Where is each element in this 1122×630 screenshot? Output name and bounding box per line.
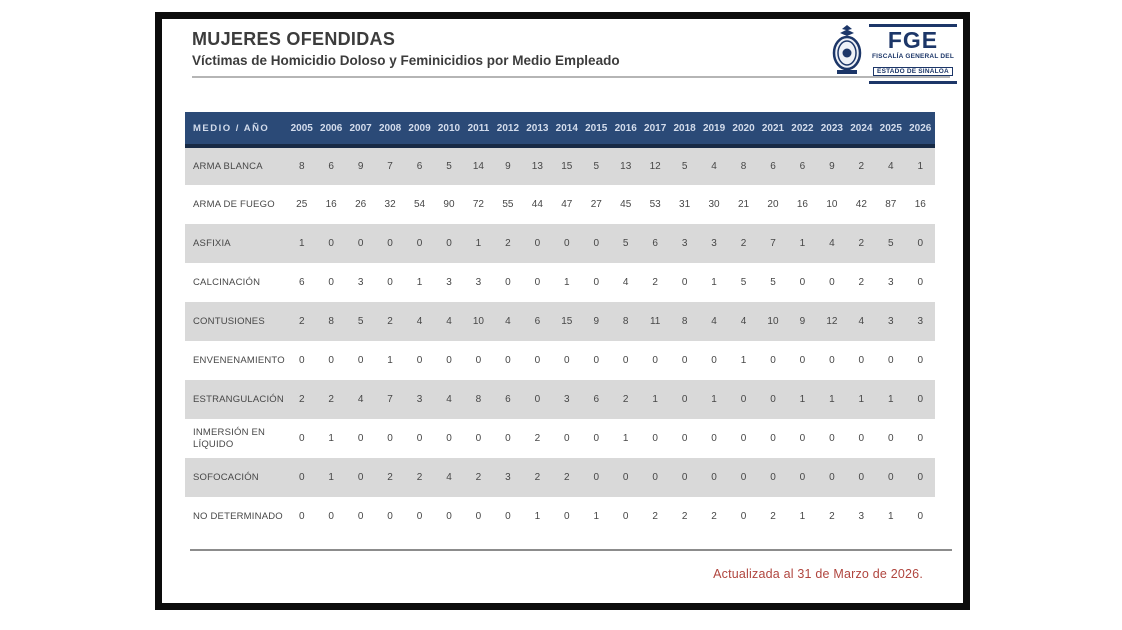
value-cell: 0 (416, 355, 423, 366)
value-cell: 0 (711, 433, 717, 444)
row-label: CONTUSIONES (193, 315, 265, 327)
year-column-header: 2011 (464, 112, 493, 146)
value-cell: 8 (328, 316, 334, 327)
year-column-header: 2007 (346, 112, 375, 146)
value-cell: 2 (534, 472, 541, 483)
table-header-row (185, 112, 935, 146)
value-cell: 2 (770, 511, 776, 522)
value-cell: 5 (622, 238, 629, 249)
table-row (185, 380, 935, 419)
value-cell: 2 (652, 277, 658, 288)
value-cell: 2 (829, 511, 835, 522)
year-column-header: 2005 (287, 112, 316, 146)
value-cell: 12 (649, 161, 661, 172)
value-cell: 1 (888, 394, 894, 405)
value-cell: 16 (325, 199, 337, 210)
value-cell: 0 (328, 238, 334, 249)
table-row (185, 263, 935, 302)
value-cell: 1 (328, 433, 334, 444)
year-column-header: 2015 (582, 112, 611, 146)
value-cell: 25 (296, 199, 308, 210)
year-column-header: 2021 (758, 112, 787, 146)
year-column-header: 2020 (729, 112, 758, 146)
value-cell: 2 (858, 238, 865, 249)
value-cell: 10 (767, 316, 779, 327)
value-cell: 4 (416, 316, 423, 327)
value-cell: 0 (534, 355, 541, 366)
value-cell: 45 (620, 199, 632, 210)
value-cell: 3 (475, 277, 482, 288)
value-cell: 2 (740, 238, 747, 249)
value-cell: 4 (505, 316, 511, 327)
value-cell: 0 (446, 433, 452, 444)
value-cell: 0 (888, 355, 894, 366)
value-cell: 0 (475, 433, 482, 444)
value-cell: 1 (829, 394, 835, 405)
value-cell: 2 (711, 511, 717, 522)
value-cell: 72 (472, 199, 484, 210)
value-cell: 16 (914, 199, 926, 210)
value-cell: 21 (737, 199, 750, 210)
value-cell: 9 (593, 316, 600, 327)
value-cell: 1 (328, 472, 334, 483)
value-cell: 4 (622, 277, 629, 288)
value-cell: 9 (829, 161, 835, 172)
value-cell: 2 (298, 316, 305, 327)
year-column-header: 2023 (817, 112, 846, 146)
value-cell: 0 (564, 511, 570, 522)
value-cell: 4 (740, 316, 747, 327)
value-cell: 0 (593, 277, 600, 288)
value-cell: 5 (740, 277, 747, 288)
value-cell: 5 (593, 161, 600, 172)
value-cell: 3 (564, 394, 570, 405)
value-cell: 6 (298, 277, 305, 288)
value-cell: 3 (446, 277, 452, 288)
value-cell: 0 (917, 394, 924, 405)
value-cell: 14 (472, 161, 484, 172)
year-column-header: 2009 (405, 112, 434, 146)
value-cell: 4 (829, 238, 835, 249)
value-cell: 0 (829, 277, 835, 288)
value-cell: 0 (917, 277, 924, 288)
value-cell: 6 (799, 161, 806, 172)
value-cell: 0 (416, 238, 423, 249)
row-label: ESTRANGULACIÓN (193, 393, 284, 405)
value-cell: 9 (357, 161, 364, 172)
value-cell: 0 (888, 472, 894, 483)
value-cell: 2 (681, 511, 688, 522)
value-cell: 0 (534, 394, 541, 405)
value-cell: 0 (770, 394, 776, 405)
value-cell: 4 (711, 316, 717, 327)
value-cell: 1 (799, 511, 806, 522)
value-cell: 5 (888, 238, 894, 249)
value-cell: 2 (564, 472, 570, 483)
row-label: ENVENENAMIENTO (193, 354, 285, 366)
value-cell: 1 (416, 277, 423, 288)
value-cell: 11 (649, 316, 661, 327)
value-cell: 6 (328, 161, 334, 172)
value-cell: 3 (711, 238, 717, 249)
updated-date-label: Actualizada al 31 de Marzo de 2026. (713, 567, 923, 581)
value-cell: 0 (298, 433, 305, 444)
value-cell: 5 (357, 316, 364, 327)
value-cell: 0 (829, 355, 835, 366)
value-cell: 0 (711, 355, 717, 366)
value-cell: 0 (387, 433, 393, 444)
value-cell: 3 (357, 277, 364, 288)
value-cell: 3 (505, 472, 511, 483)
year-column-header: 2006 (316, 112, 345, 146)
year-column-header: 2022 (788, 112, 817, 146)
year-column-header: 2017 (640, 112, 669, 146)
value-cell: 0 (740, 472, 747, 483)
value-cell: 31 (679, 199, 691, 210)
value-cell: 0 (328, 511, 334, 522)
value-cell: 9 (799, 316, 806, 327)
value-cell: 2 (534, 433, 541, 444)
value-cell: 0 (917, 472, 924, 483)
value-cell: 6 (770, 161, 776, 172)
value-cell: 8 (740, 161, 747, 172)
row-label: CALCINACIÓN (193, 276, 261, 288)
value-cell: 7 (387, 394, 393, 405)
value-cell: 7 (387, 161, 393, 172)
value-cell: 0 (505, 511, 511, 522)
value-cell: 6 (416, 161, 423, 172)
value-cell: 10 (472, 316, 484, 327)
value-cell: 0 (917, 355, 924, 366)
value-cell: 1 (799, 394, 806, 405)
value-cell: 5 (446, 161, 452, 172)
value-cell: 44 (531, 199, 543, 210)
value-cell: 8 (298, 161, 305, 172)
value-cell: 0 (917, 433, 924, 444)
value-cell: 1 (534, 511, 541, 522)
year-column-header: 2008 (375, 112, 404, 146)
year-column-header: 2012 (493, 112, 522, 146)
value-cell: 2 (505, 238, 511, 249)
value-cell: 3 (858, 511, 865, 522)
value-cell: 7 (770, 238, 776, 249)
value-cell: 0 (622, 511, 629, 522)
value-cell: 3 (888, 316, 894, 327)
value-cell: 0 (357, 472, 364, 483)
year-column-header: 2025 (876, 112, 905, 146)
value-cell: 0 (681, 394, 688, 405)
fge-logo (828, 23, 957, 84)
value-cell: 20 (767, 199, 779, 210)
fge-seal-icon (828, 23, 866, 84)
value-cell: 0 (593, 355, 600, 366)
value-cell: 0 (357, 238, 364, 249)
value-cell: 53 (649, 199, 661, 210)
year-column-header: 2024 (847, 112, 876, 146)
value-cell: 0 (858, 472, 865, 483)
value-cell: 54 (413, 199, 426, 210)
value-cell: 2 (298, 394, 305, 405)
value-cell: 13 (620, 161, 632, 172)
value-cell: 6 (593, 394, 600, 405)
value-cell: 15 (561, 316, 573, 327)
value-cell: 0 (858, 355, 865, 366)
data-table (185, 112, 935, 536)
value-cell: 0 (357, 433, 364, 444)
value-cell: 0 (917, 511, 924, 522)
value-cell: 1 (917, 161, 924, 172)
value-cell: 1 (387, 355, 393, 366)
value-cell: 0 (622, 472, 629, 483)
value-cell: 0 (505, 433, 511, 444)
value-cell: 1 (475, 238, 482, 249)
value-cell: 0 (622, 355, 629, 366)
value-cell: 0 (858, 433, 865, 444)
value-cell: 2 (475, 472, 482, 483)
value-cell: 1 (298, 238, 305, 249)
value-cell: 0 (681, 433, 688, 444)
row-label: ARMA DE FUEGO (193, 198, 275, 210)
value-cell: 0 (505, 355, 511, 366)
value-cell: 0 (298, 472, 305, 483)
year-column-header: 2010 (434, 112, 463, 146)
value-cell: 0 (711, 472, 717, 483)
year-column-header: 2016 (611, 112, 640, 146)
value-cell: 0 (829, 472, 835, 483)
value-cell: 6 (534, 316, 541, 327)
value-cell: 1 (652, 394, 658, 405)
table-row (185, 302, 935, 341)
value-cell: 0 (387, 238, 393, 249)
value-cell: 16 (796, 199, 808, 210)
row-label: SOFOCACIÓN (193, 471, 259, 483)
value-cell: 0 (357, 511, 364, 522)
value-cell: 0 (770, 355, 776, 366)
value-cell: 0 (740, 394, 747, 405)
value-cell: 0 (534, 277, 541, 288)
year-column-header: 2018 (670, 112, 699, 146)
value-cell: 0 (357, 355, 364, 366)
value-cell: 0 (564, 238, 570, 249)
value-cell: 87 (885, 199, 897, 210)
value-cell: 0 (446, 355, 452, 366)
value-cell: 0 (593, 472, 600, 483)
value-cell: 0 (534, 238, 541, 249)
value-cell: 26 (355, 199, 367, 210)
logo-acronym: FGE (887, 26, 939, 53)
value-cell: 8 (475, 394, 482, 405)
value-cell: 4 (446, 394, 452, 405)
table-row (185, 419, 935, 458)
value-cell: 0 (681, 472, 688, 483)
value-cell: 0 (387, 277, 393, 288)
value-cell: 1 (564, 277, 570, 288)
table-row (185, 224, 935, 263)
table-row (185, 497, 935, 536)
value-cell: 2 (858, 161, 865, 172)
value-cell: 0 (446, 238, 452, 249)
value-cell: 0 (446, 511, 452, 522)
value-cell: 1 (593, 511, 600, 522)
value-cell: 90 (443, 199, 455, 210)
footer-divider (190, 549, 952, 551)
value-cell: 0 (652, 433, 658, 444)
table-corner-header: MEDIO / AÑO (185, 112, 287, 146)
value-cell: 0 (799, 355, 806, 366)
value-cell: 0 (888, 433, 894, 444)
table-row (185, 146, 935, 185)
report-panel (155, 12, 970, 610)
value-cell: 0 (475, 355, 482, 366)
value-cell: 2 (416, 472, 423, 483)
value-cell: 0 (593, 238, 600, 249)
value-cell: 0 (681, 277, 688, 288)
value-cell: 4 (357, 394, 364, 405)
year-column-header: 2019 (699, 112, 728, 146)
value-cell: 3 (681, 238, 688, 249)
value-cell: 0 (740, 511, 747, 522)
value-cell: 0 (652, 355, 658, 366)
value-cell: 1 (740, 355, 747, 366)
value-cell: 1 (888, 511, 894, 522)
value-cell: 0 (416, 433, 423, 444)
value-cell: 0 (652, 472, 658, 483)
value-cell: 0 (799, 472, 806, 483)
row-label: ASFIXIA (193, 237, 231, 249)
value-cell: 32 (384, 199, 396, 210)
value-cell: 2 (622, 394, 629, 405)
value-cell: 0 (328, 355, 334, 366)
value-cell: 0 (328, 277, 334, 288)
value-cell: 1 (622, 433, 629, 444)
value-cell: 4 (446, 316, 452, 327)
value-cell: 0 (770, 433, 776, 444)
value-cell: 4 (858, 316, 865, 327)
row-label: NO DETERMINADO (193, 510, 283, 522)
value-cell: 0 (681, 355, 688, 366)
logo-org-line2: ESTADO DE SINALOA (873, 67, 953, 76)
value-cell: 0 (564, 355, 570, 366)
value-cell: 0 (799, 277, 806, 288)
table-row (185, 341, 935, 380)
value-cell: 12 (826, 316, 838, 327)
year-column-header: 2013 (523, 112, 552, 146)
report-header (192, 29, 620, 68)
value-cell: 0 (416, 511, 423, 522)
value-cell: 0 (829, 433, 835, 444)
value-cell: 0 (298, 511, 305, 522)
value-cell: 3 (416, 394, 423, 405)
table-row (185, 185, 935, 224)
logo-org-line1: FISCALÍA GENERAL DEL (871, 52, 954, 60)
value-cell: 3 (917, 316, 924, 327)
year-column-header: 2014 (552, 112, 581, 146)
value-cell: 4 (446, 472, 452, 483)
value-cell: 8 (681, 316, 688, 327)
value-cell: 27 (590, 199, 602, 210)
value-cell: 2 (858, 277, 865, 288)
value-cell: 1 (711, 394, 717, 405)
value-cell: 5 (681, 161, 688, 172)
value-cell: 1 (858, 394, 865, 405)
value-cell: 3 (888, 277, 894, 288)
value-cell: 0 (298, 355, 305, 366)
value-cell: 10 (826, 199, 838, 210)
value-cell: 0 (475, 511, 482, 522)
value-cell: 4 (711, 161, 717, 172)
page-title: MUJERES OFENDIDAS (192, 29, 396, 49)
value-cell: 5 (770, 277, 776, 288)
table-row (185, 458, 935, 497)
value-cell: 55 (502, 199, 514, 210)
value-cell: 0 (387, 511, 393, 522)
value-cell: 6 (505, 394, 511, 405)
value-cell: 2 (328, 394, 334, 405)
value-cell: 0 (564, 433, 570, 444)
value-cell: 0 (505, 277, 511, 288)
value-cell: 47 (561, 199, 573, 210)
value-cell: 9 (505, 161, 511, 172)
value-cell: 0 (740, 433, 747, 444)
value-cell: 1 (711, 277, 717, 288)
value-cell: 0 (593, 433, 600, 444)
row-label: INMERSIÓN EN LÍQUIDO (193, 426, 266, 450)
page-subtitle: Víctimas de Homicidio Doloso y Feminicidios por Medio Empleado (192, 53, 620, 68)
logo-text-block (869, 24, 957, 84)
value-cell: 0 (799, 433, 806, 444)
value-cell: 8 (622, 316, 629, 327)
value-cell: 13 (531, 161, 543, 172)
value-cell: 2 (652, 511, 658, 522)
year-column-header: 2026 (906, 112, 935, 146)
row-label: ARMA BLANCA (193, 160, 263, 172)
value-cell: 1 (799, 238, 806, 249)
value-cell: 2 (387, 472, 393, 483)
value-cell: 15 (561, 161, 573, 172)
value-cell: 30 (708, 199, 720, 210)
value-cell: 6 (652, 238, 658, 249)
value-cell: 42 (855, 199, 867, 210)
value-cell: 4 (888, 161, 894, 172)
value-cell: 0 (770, 472, 776, 483)
value-cell: 0 (917, 238, 924, 249)
value-cell: 2 (387, 316, 393, 327)
